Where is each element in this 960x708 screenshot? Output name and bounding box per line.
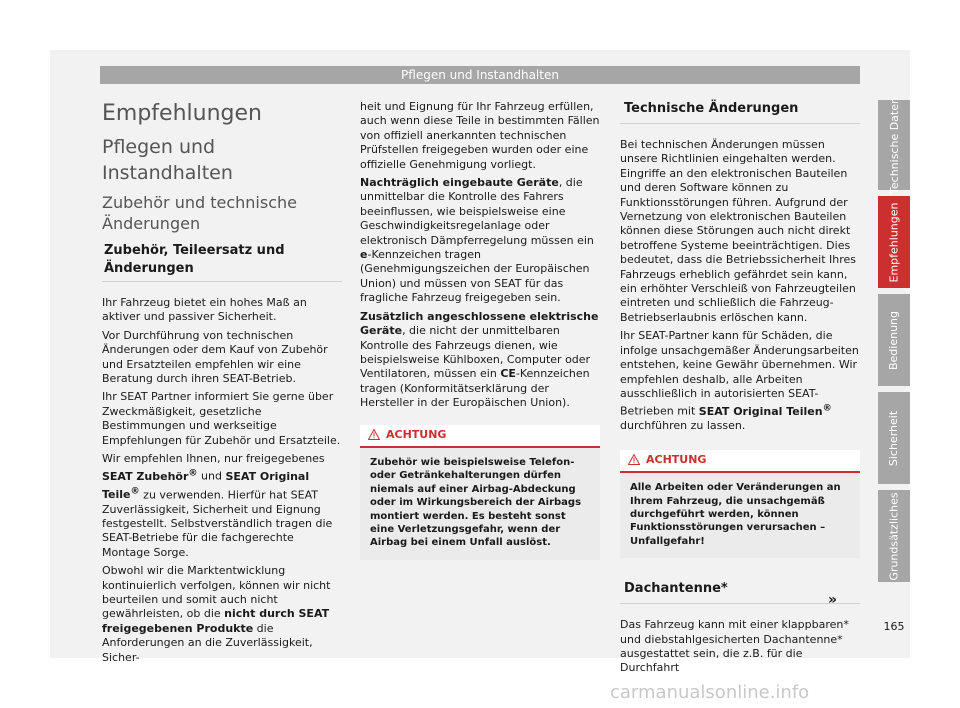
warning-box xyxy=(360,425,600,560)
warning-header xyxy=(360,425,600,448)
bold-term: nicht durch SEAT freigegebenen Produkte xyxy=(102,607,330,635)
page-number: 165 xyxy=(883,620,905,633)
watermark: carmanualsonline.info xyxy=(610,682,810,703)
warning-box xyxy=(620,450,860,558)
paragraph: Das Fahrzeug kann mit einer klappbaren* und diebstahlgesicherten Dachantenne* ausgestattet sein, die z.B. für die Durchfahrt xyxy=(620,618,849,675)
tab-sicherheit[interactable]: Sicherheit xyxy=(878,392,910,484)
tab-grundsaetzliches[interactable]: Grundsätzliches xyxy=(878,490,910,582)
warning-triangle-icon xyxy=(628,454,640,465)
text-run: und xyxy=(197,470,226,484)
bold-term: SEAT Zubehör® xyxy=(102,467,198,484)
chapter-title: Empfehlungen xyxy=(102,101,262,126)
text-run: Wir empfehlen Ihnen, nur freigegebenes xyxy=(102,452,325,466)
warning-triangle-icon xyxy=(368,429,380,440)
warning-label: ACHTUNG xyxy=(646,452,707,466)
paragraph: Bei technischen Änderungen müssen unsere Richtlinien eingehalten werden. Eingriffe an den elektronischen Bauteilen und deren Software können zu Funktionsstörungen führen. Aufgrund der Vernetzung von elektronischen Bauteilen können diese Störungen auch nicht direkt betroffene Systeme beeinträchtigen. Dies bedeutet, dass die Betriebssicherheit Ihres Fahrzeugs erheblich gefährdet sein kann, ein erhöhter Verschleiß von Fahrzeugteilen eintreten und schließlich die Fahrzeug-Betriebserlaubnis erlöschen kann. xyxy=(620,138,857,324)
warning-text: Alle Arbeiten oder Veränderungen an Ihrem Fahrzeug, die unsachgemäß durchgeführt werden, können Funktionsstörungen verursachen – Unfallgefahr! xyxy=(630,482,841,547)
continue-arrow-icon: » xyxy=(828,592,838,608)
paragraph: Ihr SEAT Partner informiert Sie gerne über Zweckmäßigkeit, gesetzliche Bestimmungen und werkseitige Empfehlungen für Zubehör und Ersatzteile. xyxy=(102,390,341,447)
topic-heading: Technische Änderungen xyxy=(620,100,860,124)
text-run: die Anforderungen an die Zuverlässigkeit, Sicher- xyxy=(102,621,313,664)
paragraph: Nachträglich eingebaute Geräte, die unmittelbar die Kontrolle des Fahrers beeinflussen, wie beispielsweise eine Geschwindigkeitsregelanlage oder elektronisch Dämpferregelung müssen ein e-Kennzeichen tragen (Genehmigungszeichen der Europäischen Union) und müssen von SEAT für das fragliche Fahrzeug freigegeben sein. xyxy=(360,176,594,305)
page-header: Pflegen und Instandhalten xyxy=(100,66,860,84)
paragraph: Vor Durchführung von technischen Änderungen oder dem Kauf von Zubehör und Ersatzteilen empfehlen wir eine Beratung durch ihren SEAT-Betrieb. xyxy=(102,328,328,386)
topic-heading: Zubehör, Teileersatz und Änderungen xyxy=(102,242,342,282)
paragraph xyxy=(102,564,342,665)
paragraph: Ihr SEAT-Partner kann für Schäden, die infolge unsachgemäßer Änderungsarbeiten entstehen, keine Gewähr übernehmen. Wir empfehlen deshalb, alle Arbeiten ausschließlich in autorisierten SEAT-Betrieben mit SEAT Original Teilen® durchführen zu lassen. xyxy=(620,329,859,433)
subsection-title: Zubehör und technische Änderungen xyxy=(102,193,297,233)
tab-technische-daten[interactable]: Technische Daten xyxy=(878,100,910,190)
column-1 xyxy=(102,100,342,669)
bold-term: SEAT Original Teilen® xyxy=(698,402,832,418)
tab-bedienung[interactable]: Bedienung xyxy=(878,294,910,386)
e-mark: e xyxy=(360,248,368,262)
paragraph: heit und Eignung für Ihr Fahrzeug erfüllen, auch wenn diese Teile in bestimmten Fällen von offiziell anerkannten technischen Prüfstellen freigegeben wurden oder eine offizielle Genehmigung vorliegt. xyxy=(360,100,600,171)
text-run: Obwohl wir die Marktentwicklung kontinuierlich verfolgen, können wir nicht beurteilen und somit auch nicht gewährleisten, ob die xyxy=(102,564,331,621)
paragraph xyxy=(102,452,342,560)
text-run: zu verwenden. Hierfür hat SEAT Zuverlässigkeit, Sicherheit und Eignung festgestellt. Selbstverständlich tragen die SEAT-Betriebe für die fachgerechte Montage Sorge. xyxy=(102,488,333,559)
section-title: Pflegen und Instandhalten xyxy=(102,136,233,184)
tab-empfehlungen[interactable]: Empfehlungen xyxy=(878,196,910,288)
topic-heading: Dachantenne* xyxy=(620,580,860,604)
warning-text: Zubehör wie beispielsweise Telefon- oder Getränkehalterungen dürfen niemals auf einer Airbag-Abdeckung oder im Wirkungsbereich der Airbags montiert werden. Es besteht sonst eine Verletzungsgefahr, wenn der Airbag bei einem Unfall auslöst. xyxy=(370,456,582,549)
bold-term: SEAT Original Teile® xyxy=(102,470,310,502)
bold-term: Nachträglich eingebaute Geräte xyxy=(360,176,559,190)
warning-header xyxy=(620,450,860,473)
paragraph: Ihr Fahrzeug bietet ein hohes Maß an aktiver und passiver Sicherheit. xyxy=(102,296,307,324)
bold-term: Zusätzlich angeschlossene elektrische Geräte xyxy=(360,309,599,338)
column-3 xyxy=(620,100,860,680)
paragraph: Zusätzlich angeschlossene elektrische Geräte, die nicht der unmittelbaren Kontrolle des Fahrzeugs dienen, wie beispielsweise Kühlboxen, Computer oder Ventilatoren, müssen ein CE-Kennzeichen tragen (Konformitätserklärung der Hersteller in der Europäischen Union). xyxy=(360,309,599,410)
warning-label: ACHTUNG xyxy=(386,427,447,441)
ce-mark: CE xyxy=(500,367,516,381)
column-2 xyxy=(360,100,600,570)
